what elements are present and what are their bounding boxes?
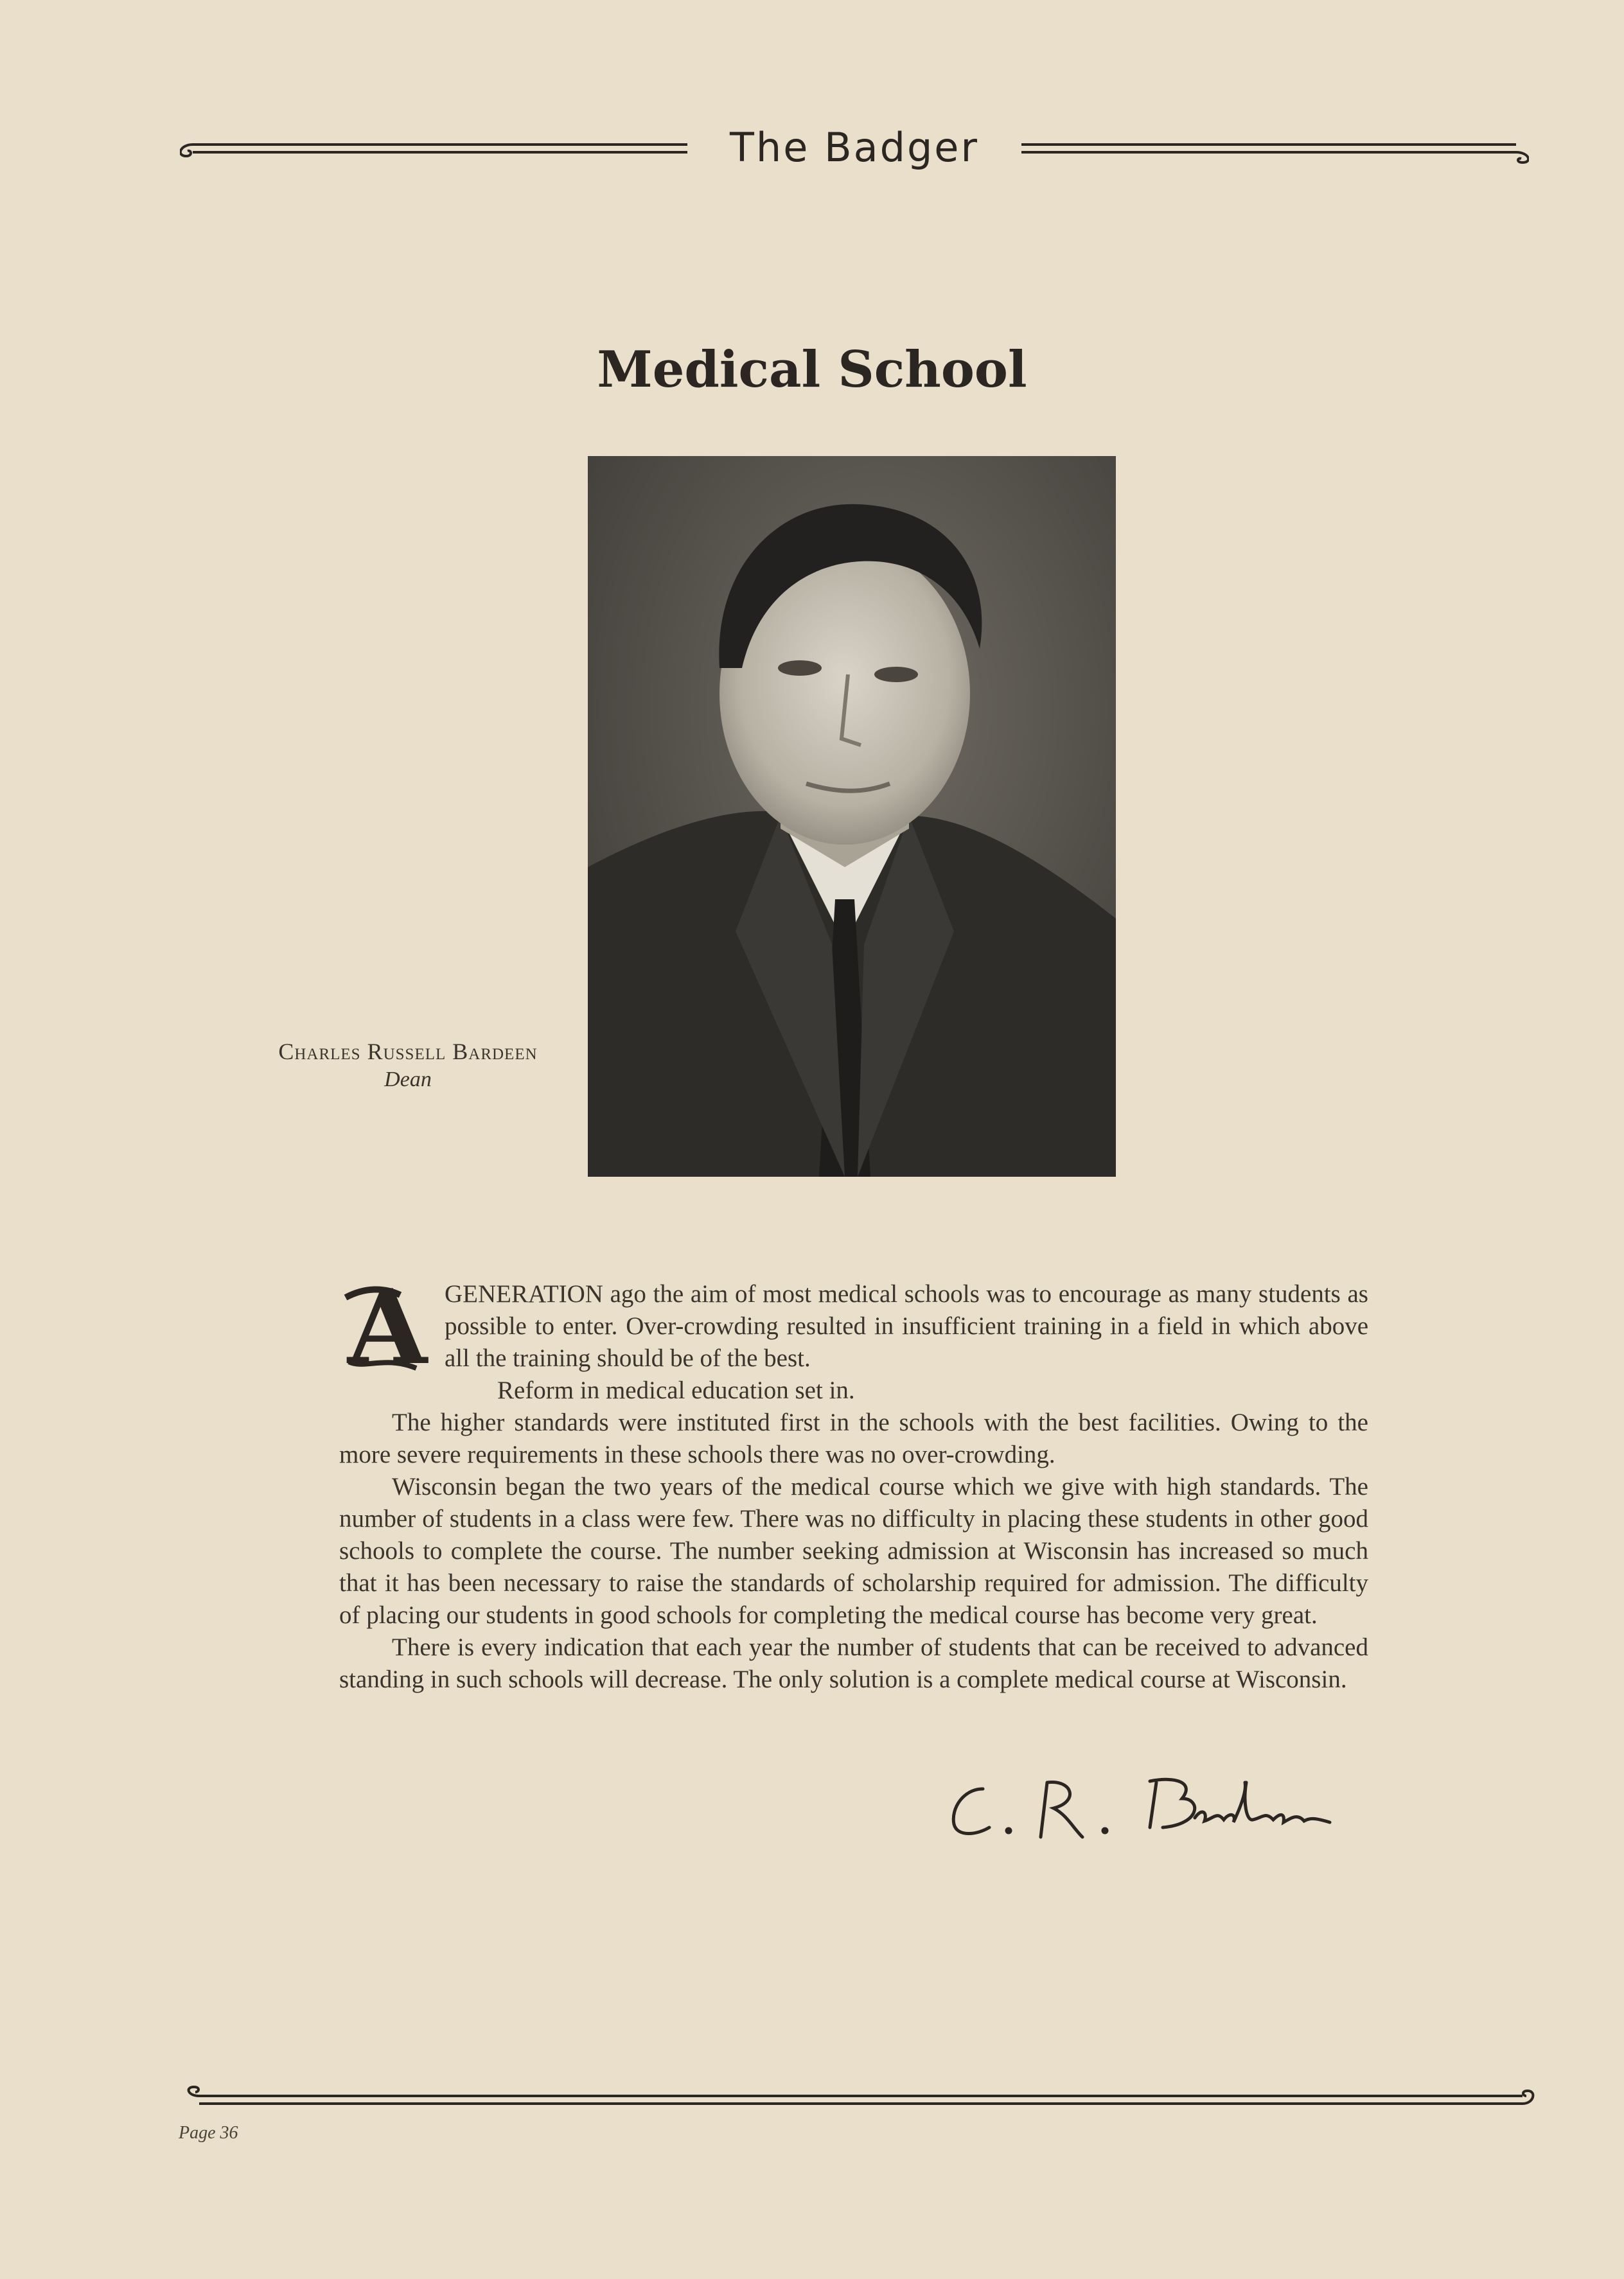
dean-portrait-photo	[588, 456, 1116, 1177]
portrait-caption	[244, 1037, 572, 1094]
dean-signature	[944, 1763, 1368, 1847]
article-body	[339, 1278, 1368, 1696]
page-number: Page 36	[179, 2123, 238, 2143]
paragraph-5: There is every indication that each year the number of students that can be received to advanced standing in such schools will decrease. The only solution is a complete medical course at Wisconsin.	[339, 1633, 1368, 1693]
svg-text:A: A	[347, 1280, 428, 1376]
section-title: Medical School	[597, 340, 1027, 399]
caption-role: Dean	[384, 1068, 432, 1091]
page-header	[180, 119, 1529, 183]
paragraph-2: Reform in medical education set in.	[497, 1377, 855, 1404]
paragraph-1: GENERATION ago the aim of most medical schools was to encourage as many students as possible to enter. Over-crowding resulted in insufficient training in a field in which above all the training should be of the best.	[445, 1280, 1368, 1372]
footer-rule-ornament	[186, 2084, 1535, 2110]
page-header-title: The Badger	[712, 124, 997, 171]
paragraph-3: The higher standards were instituted first in the schools with the best facilities. Owing to the more severe requirements in these schools there was no over-crowding.	[339, 1409, 1368, 1468]
dropcap-letter	[339, 1280, 436, 1376]
caption-name: Charles Russell Bardeen	[278, 1039, 538, 1064]
paragraph-4: Wisconsin began the two years of the medical course which we give with high standards. The number of students in a class were few. There was no difficulty in placing these students in other good schools to complete the course. The number seeking admission at Wisconsin has increased so much that it has been necessary to raise the standards of scholarship required for admission. The difficulty of placing our students in good schools for completing the medical course has become very great.	[339, 1473, 1368, 1629]
